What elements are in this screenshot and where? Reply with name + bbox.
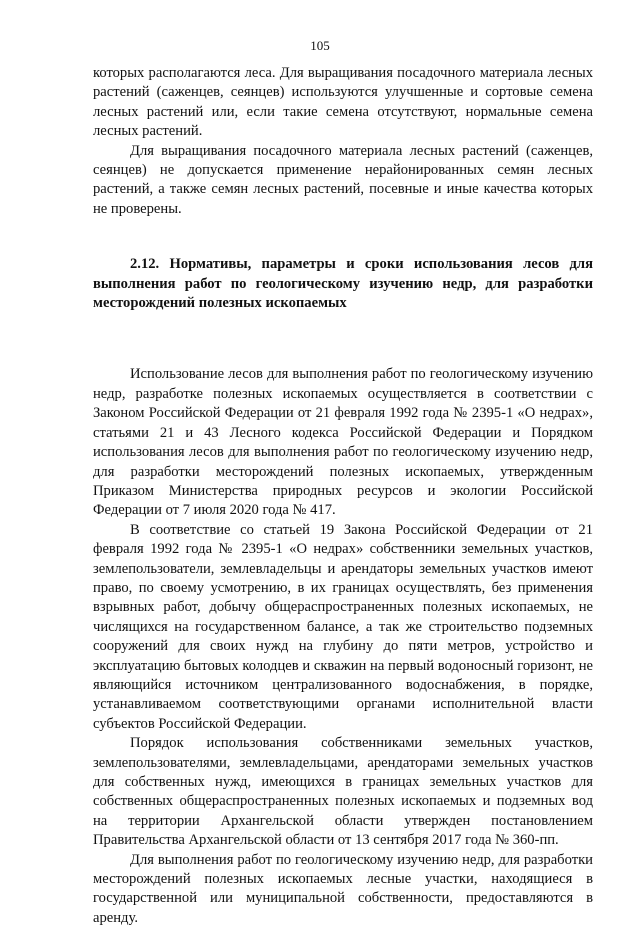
page-number: 105 (310, 38, 330, 53)
paragraph-forest-use-basis: Использование лесов для выполнения работ по геологическому изучению недр, разработке полезных ископаемых осуществляется в соответствии с Законом Российской Федерации от 21 февраля 1992 года № 2395-1 «О недрах», статьями 21 и 43 Лесного кодекса Российской Федерации и Порядком использования лесов для выполнения работ по геологическому изучению недр, для разработки месторождений полезных ископаемых, утвержденным Приказом Министерства природных ресурсов и экологии Российской Федерации от 7 июля 2020 года № 417. (93, 366, 593, 519)
paragraph-regional-procedure: Порядок использования собственниками земельных участков, землепользователями, землевладельцами, арендаторами земельных участков для собственных нужд, имеющихся в границах земельных участков для собственных общераспространенных полезных ископаемых и подземных вод на территории Архангельской области утвержден постановлением Правительства Архангельской области от 13 сентября 2017 года № 360-пп. (93, 735, 593, 849)
paragraph-landowner-rights: В соответствие со статьей 19 Закона Российской Федерации от 21 февраля 1992 года № 2395-1 «О недрах» собственники земельных участков, землепользователи, землевладельцы и арендаторы земельных участков имеют право, по своему усмотрению, в их границах осуществлять, без применения взрывных работ, добычу общераспространенных полезных ископаемых, не числящихся на государственном балансе, а так же строительство подземных сооружений для своих нужд на глубину до пяти метров, устройство и эксплуатацию бытовых колодцев и скважин на первый водоносный горизонт, не являющийся источником централизованного водоснабжения, в порядке, устанавливаемом соответствующими органами исполнительной власти субъектов Российской Федерации. (93, 521, 593, 732)
paragraph-lease-provision: Для выполнения работ по геологическому изучению недр, для разработки месторождений полезных ископаемых лесные участки, находящиеся в государственной или муниципальной собственности, предоставляются в аренду. (93, 851, 593, 926)
paragraph-seed-restrictions: Для выращивания посадочного материала лесных растений (саженцев, сеянцев) не допускается применение нерайонированных семян лесных растений, а также семян лесных растений, посевные и иные качества которых не проверены. (93, 142, 593, 217)
document-body (93, 64, 593, 928)
paragraph-seed-materials: которых располагаются леса. Для выращивания посадочного материала лесных растений (саженцев, сеянцев) используются улучшенные и сортовые семена лесных растений или, если такие семена отсутствуют, нормальные семена лесных растений. (93, 65, 593, 140)
section-heading: 2.12. Нормативы, параметры и сроки использования лесов для выполнения работ по геологическому изучению недр, для разработки месторождений полезных ископаемых (93, 256, 593, 312)
